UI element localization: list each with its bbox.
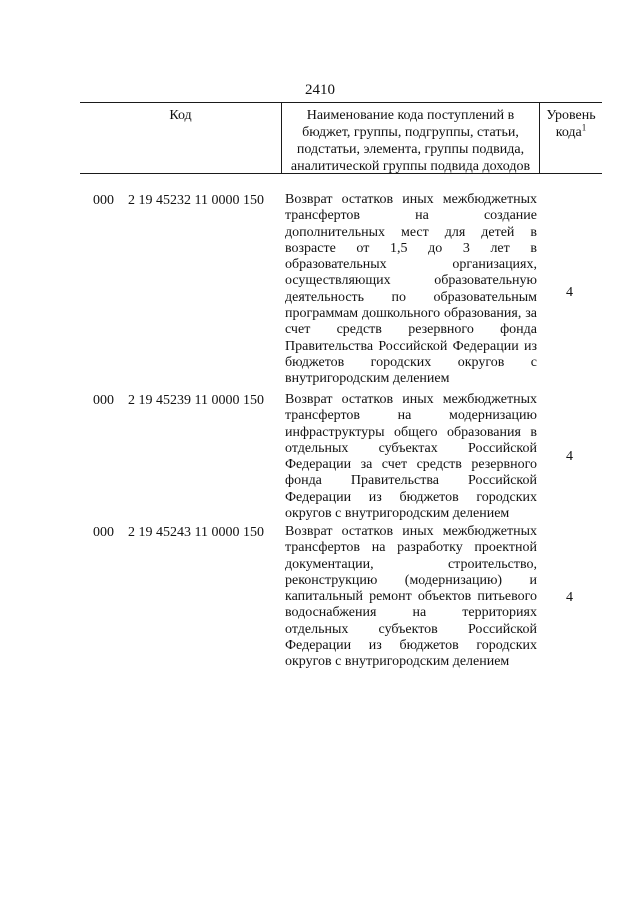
row-revenue-name: Возврат остатков иных межбюджетных трансфертов на создание дополнительных мест для детей в возрасте от 1,5 до 3 лет в образовательных организациях, осуществляющих образовательную деятельность по образовательным программам дошкольного образования, за счет средств резервного фонда Правительства Российской Федерации из бюджетов городских округов с внутригородским делением	[285, 192, 537, 387]
page-number: 2410	[305, 82, 335, 98]
row-code-level: 4	[566, 449, 573, 464]
row-revenue-code: 2 19 45239 11 0000 150	[128, 393, 264, 408]
table-row	[0, 524, 640, 674]
header-code-label: Код	[169, 108, 192, 123]
table-header	[80, 102, 602, 174]
row-admin-code: 000	[93, 393, 114, 408]
row-revenue-code: 2 19 45243 11 0000 150	[128, 525, 264, 540]
row-revenue-code: 2 19 45232 11 0000 150	[128, 193, 264, 208]
row-revenue-name: Возврат остатков иных межбюджетных трансфертов на разработку проектной документации, строительство, реконструкцию (модернизацию) и капитальный ремонт объектов питьевого водоснабжения на территориях отдельных субъектов Российской Федерации из бюджетов городских округов с внутригородским делением	[285, 524, 537, 670]
row-admin-code: 000	[93, 193, 114, 208]
row-revenue-name: Возврат остатков иных межбюджетных трансфертов на модернизацию инфраструктуры общего образования в отдельных субъектах Российской Федерации за счет средств резервного фонда Правительства Российской Федерации из бюджетов городских округов с внутригородским делением	[285, 392, 537, 522]
header-level-column	[540, 103, 602, 173]
header-level-label: Уровень кода	[546, 108, 596, 140]
header-code-column	[80, 103, 282, 173]
row-admin-code: 000	[93, 525, 114, 540]
header-name-label: Наименование кода поступлений в бюджет, группы, подгруппы, статьи, подстатьи, элемента, группы подвида, аналитической группы подвида доходов	[290, 108, 531, 174]
table-row	[0, 392, 640, 522]
row-code-level: 4	[566, 590, 573, 605]
row-code-level: 4	[566, 285, 573, 300]
table-row	[0, 192, 640, 394]
header-level-footnote: 1	[581, 122, 587, 133]
header-name-column	[282, 103, 540, 173]
